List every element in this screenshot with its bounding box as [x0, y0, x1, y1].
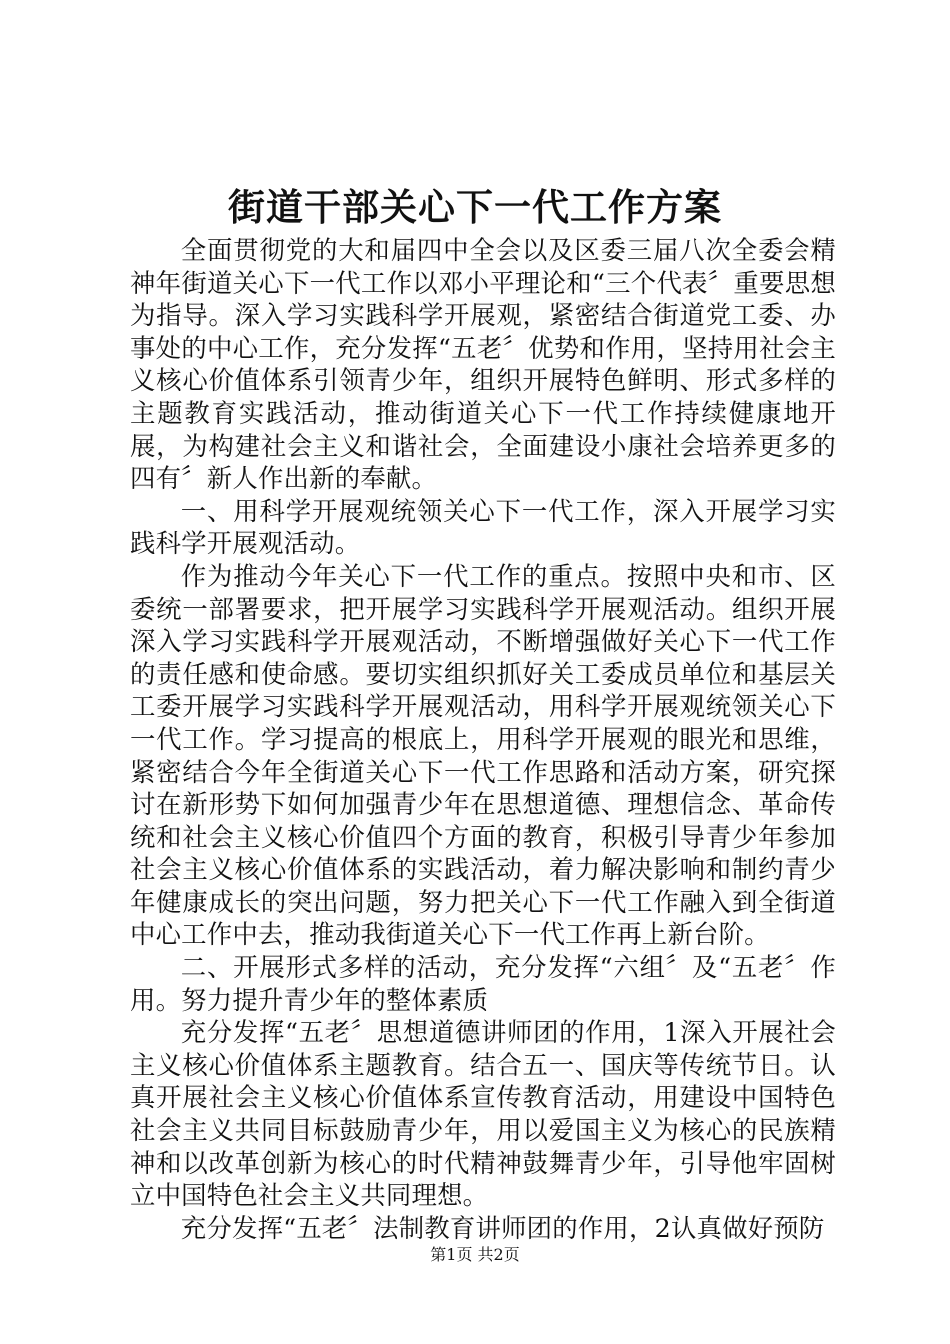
section-heading: 一、用科学开展观统领关心下一代工作，深入开展学习实践科学开展观活动。 [130, 495, 836, 559]
paragraph: 充分发挥“五老〞思想道德讲师团的作用，1深入开展社会主义核心价值体系主题教育。结合五一、国庆等传统节日。认真开展社会主义核心价值体系宣传教育活动，用建设中国特色社会主义共同目标鼓励青少年，用以爱国主义为核心的民族精神和以改革创新为核心的时代精神鼓舞青少年，引导他牢固树立中国特色社会主义共同理想。 [130, 1017, 836, 1211]
document-title: 街道干部关心下一代工作方案 [228, 186, 722, 229]
paragraph: 全面贯彻党的大和届四中全会以及区委三届八次全委会精神年街道关心下一代工作以邓小平理论和“三个代表〞重要思想为指导。深入学习实践科学开展观，紧密结合街道党工委、办事处的中心工作，充分发挥“五老〞优势和作用，坚持用社会主义核心价值体系引领青少年，组织开展特色鲜明、形式多样的主题教育实践活动，推动街道关心下一代工作持续健康地开展，为构建社会主义和谐社会，全面建设小康社会培养更多的四有〞新人作出新的奉献。 [130, 235, 836, 494]
paragraph: 作为推动今年关心下一代工作的重点。按照中央和市、区委统一部署要求，把开展学习实践科学开展观活动。组织开展深入学习实践科学开展观活动，不断增强做好关心下一代工作的责任感和使命感。要切实组织抓好关工委成员单位和基层关工委开展学习实践科学开展观活动，用科学开展观统领关心下一代工作。学习提高的根底上，用科学开展观的眼光和思维，紧密结合今年全街道关心下一代工作思路和活动方案，研究探讨在新形势下如何加强青少年在思想道德、理想信念、革命传统和社会主义核心价值四个方面的教育，积极引导青少年参加社会主义核心价值体系的实践活动，着力解决影响和制约青少年健康成长的突出问题，努力把关心下一代工作融入到全街道中心工作中去，推动我街道关心下一代工作再上新台阶。 [130, 560, 836, 950]
document-body [130, 234, 836, 1244]
section-heading: 二、开展形式多样的活动，充分发挥“六组〞及“五老〞作用。努力提升青少年的整体素质 [130, 952, 836, 1015]
paragraph: 充分发挥“五老〞法制教育讲师团的作用，2认真做好预防 [180, 1212, 825, 1243]
page-footer: 第1页 共2页 [430, 1245, 520, 1264]
